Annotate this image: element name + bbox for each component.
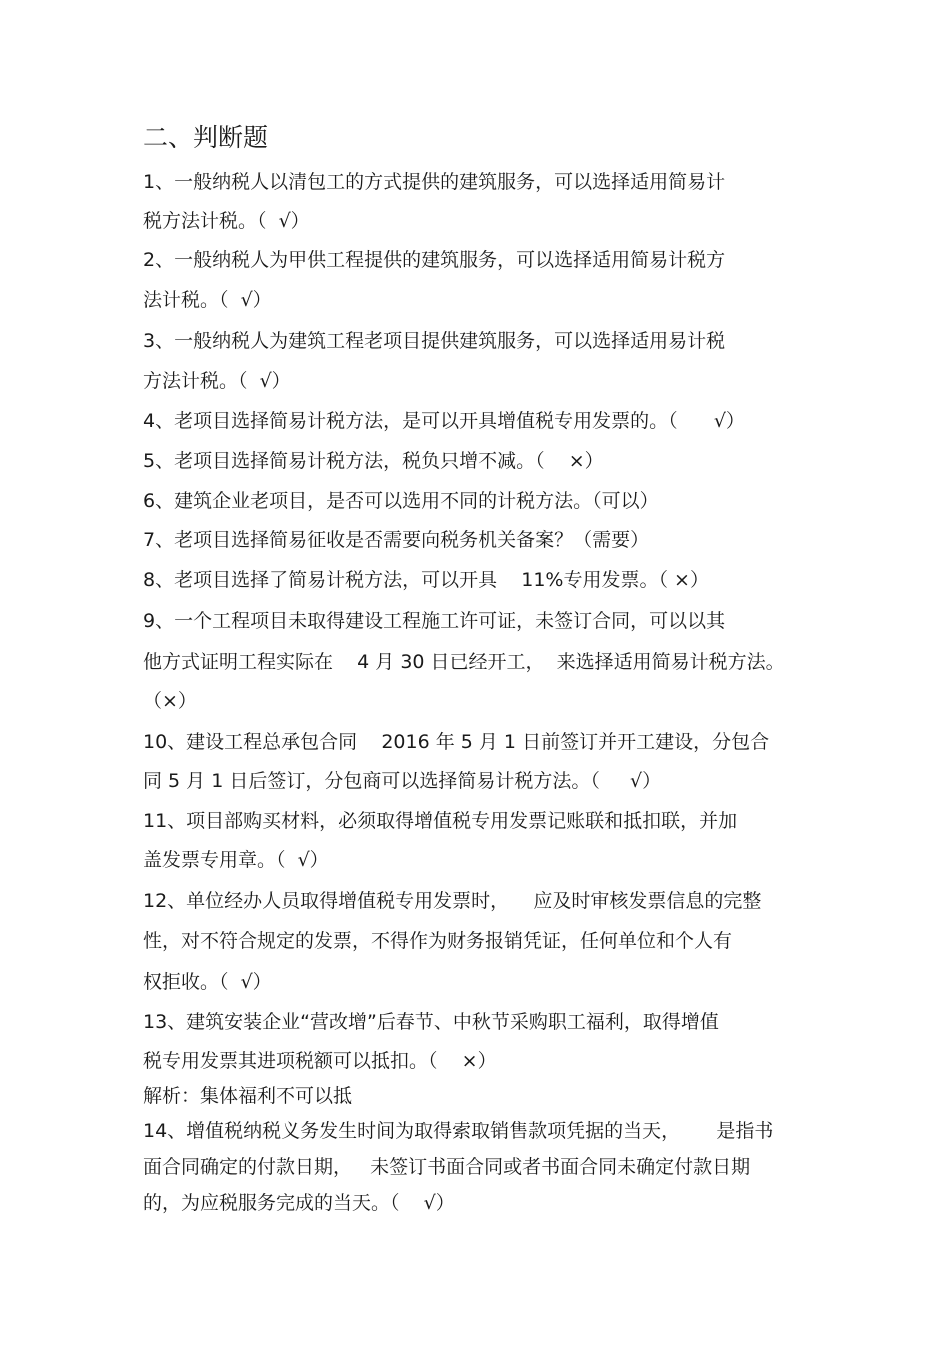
text-line: 7、老项目选择简易征收是否需要向税务机关备案？（需要） bbox=[143, 529, 650, 551]
text-line: 面合同确定的付款日期， 未签订书面合同或者书面合同未确定付款日期 bbox=[143, 1156, 751, 1178]
text-line: 同 5 月 1 日后签订，分包商可以选择简易计税方法。（ √） bbox=[143, 770, 662, 792]
text-line: 8、老项目选择了简易计税方法，可以开具 11%专用发票。（ ×） bbox=[143, 569, 709, 591]
text-line: 6、建筑企业老项目，是否可以选用不同的计税方法。（可以） bbox=[143, 490, 659, 512]
text-line: 税专用发票其进项税额可以抵扣。（ ×） bbox=[143, 1050, 497, 1072]
text-line: 权拒收。（ √） bbox=[143, 971, 272, 993]
text-line: 5、老项目选择简易计税方法，税负只增不减。（ ×） bbox=[143, 450, 604, 472]
section-title: 二、判断题 bbox=[143, 123, 269, 152]
text-line: 的，为应税服务完成的当天。（ √） bbox=[143, 1192, 455, 1214]
text-line: 10、建设工程总承包合同 2016 年 5 月 1 日前签订并开工建设，分包合 bbox=[143, 731, 770, 753]
text-line: 13、建筑安装企业“营改增”后春节、中秋节采购职工福利，取得增值 bbox=[143, 1011, 719, 1033]
text-line: 盖发票专用章。（ √） bbox=[143, 849, 329, 871]
analysis-note: 解析：集体福利不可以抵 bbox=[143, 1085, 353, 1107]
text-line: 14、增值税纳税义务发生时间为取得索取销售款项凭据的当天， 是指书 bbox=[143, 1120, 774, 1142]
text-line: 税方法计税。（ √） bbox=[143, 210, 310, 232]
text-line: 法计税。（ √） bbox=[143, 289, 272, 311]
text-line: 2、一般纳税人为甲供工程提供的建筑服务，可以选择适用简易计税方 bbox=[143, 249, 726, 271]
text-line: 方法计税。（ √） bbox=[143, 370, 291, 392]
text-line: 性，对不符合规定的发票，不得作为财务报销凭证，任何单位和个人有 bbox=[143, 930, 733, 952]
text-line: （×） bbox=[143, 690, 197, 712]
text-line: 9、一个工程项目未取得建设工程施工许可证，未签订合同，可以以其 bbox=[143, 610, 726, 632]
text-line: 3、一般纳税人为建筑工程老项目提供建筑服务，可以选择适用易计税 bbox=[143, 330, 726, 352]
text-line: 11、项目部购买材料，必须取得增值税专用发票记账联和抵扣联，并加 bbox=[143, 810, 738, 832]
text-line: 4、老项目选择简易计税方法，是可以开具增值税专用发票的。（ √） bbox=[143, 410, 745, 432]
text-line: 1、一般纳税人以清包工的方式提供的建筑服务，可以选择适用简易计 bbox=[143, 171, 726, 193]
text-line: 12、单位经办人员取得增值税专用发票时， 应及时审核发票信息的完整 bbox=[143, 890, 762, 912]
text-line: 他方式证明工程实际在 4 月 30 日已经开工， 来选择适用简易计税方法。 bbox=[143, 651, 785, 673]
